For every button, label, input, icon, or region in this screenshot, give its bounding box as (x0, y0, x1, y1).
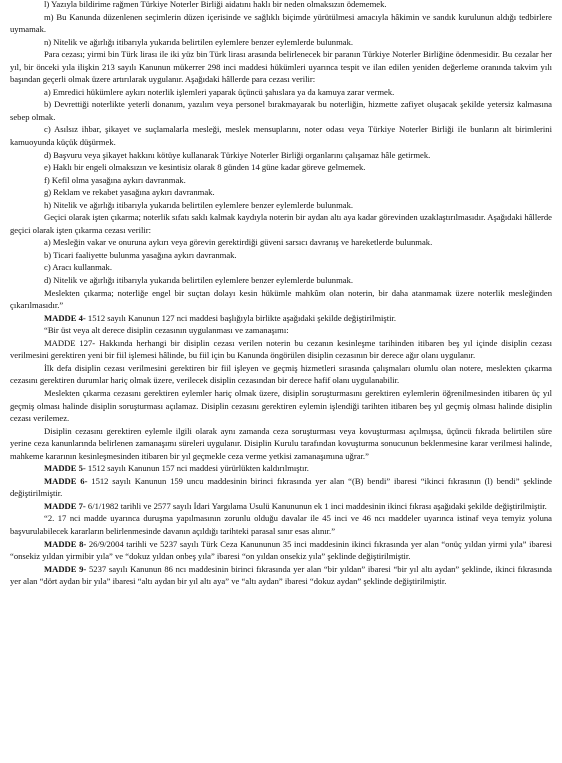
article-heading: MADDE 4- (44, 312, 86, 323)
body-paragraph (10, 249, 552, 262)
paragraph-text: m) Bu Kanunda düzenlenen seçimlerin düzen içerisinde ve sağlıklı biçimde yürütülmesi amacıyla hâkimin ve sandık kurulunun aldığı tedbirlere uymamak. (10, 11, 552, 35)
article-paragraph (10, 538, 552, 563)
paragraph-text: “Bir üst veya alt derece disiplin cezasının uygulanması ve zamanaşımı: (44, 325, 289, 336)
paragraph-text: 6/1/1982 tarihli ve 2577 sayılı İdari Yargılama Usulü Kanununun ek 1 inci maddesinin ikinci fıkrası aşağıdaki şekilde değiştirilmiştir. (85, 500, 547, 511)
body-paragraph (10, 36, 552, 49)
article-paragraph (10, 462, 552, 475)
body-paragraph (10, 174, 552, 187)
body-paragraph (10, 11, 552, 36)
paragraph-text: c) Aracı kullanmak. (44, 262, 113, 273)
paragraph-text: Para cezası; yirmi bin Türk lirası ile iki yüz bin Türk lirası arasında belirlenecek bir paranın Türkiye Noterler Birliğine ödenmesidir. Bu cezalar her yıl, bir önceki yıla ilişkin 213 sayılı Kanunun mükerrer 298 inci maddesi hükümleri uyarınca tespit ve ilan edilen yeniden değerleme oranında takvim yılı başından geçerli olmak üzere artırılarak uygulanır. Aşağıdaki hâllerde para cezası verilir: (10, 49, 552, 85)
paragraph-text: 26/9/2004 tarihli ve 5237 sayılı Türk Ceza Kanununun 35 inci maddesinin ikinci fıkrasında yer alan “onüç yıldan yirmi yıla” ibaresi “onsekiz yıldan yirmibir yıla” ve “dokuz yıldan onbeş yıla” ibaresi “on yıldan onsekiz yıla” şeklinde değiştirilmiştir. (10, 538, 552, 562)
body-paragraph (10, 186, 552, 199)
paragraph-text: İlk defa disiplin cezası verilmesini gerektiren bir fiil işleyen ve geçmiş hizmetleri sırasında çalışmaları olumlu olan notere, meslekten çıkarma cezasını gerektiren durumlar hariç olmak üzere, verilecek disiplin cezasından bir derece hafif olanı uygulanabilir. (10, 362, 552, 386)
paragraph-text: a) Mesleğin vakar ve onuruna aykırı veya görevin gerektirdiği güveni sarsıcı davranış ve hareketlerde bulunmak. (44, 237, 433, 248)
paragraph-text: e) Haklı bir engeli olmaksızın ve kesintisiz olarak 8 günden 14 güne kadar göreve gelmemek. (44, 162, 366, 173)
paragraph-text: “2. 17 nci madde uyarınca duruşma yapılmasının zorunlu olduğu davalar ile 45 inci ve 46 ncı maddeler uyarınca istinaf veya temyiz yoluna başvurulabilecek kararların belirlenmesinde davanın açıldığı tarihteki parasal sınır esas alınır.” (10, 513, 552, 536)
body-paragraph (10, 512, 552, 537)
article-paragraph (10, 475, 552, 500)
paragraph-text: l) Yazıyla bildirime rağmen Türkiye Noterler Birliği aidatını haklı bir neden olmaksızın ödememek. (44, 0, 387, 9)
article-paragraph (10, 312, 552, 325)
paragraph-text: 5237 sayılı Kanunun 86 ncı maddesinin birinci fıkrasında yer alan “bir yıldan” ibaresi “bir yıl altı aydan” şeklinde, ikinci fıkrasında yer alan “dört aydan bir yıla” ibaresi “altı aydan bir yıl altı aya” ve “altı aydan” ibaresi “dokuz aydan” şeklinde değiştirilmiştir. (10, 563, 552, 587)
article-heading: MADDE 8- (44, 538, 87, 549)
paragraph-text: Meslekten çıkarma; noterliğe engel bir suçtan dolayı kesin hükümle mahkûm olan noterin, bir daha atanmamak üzere noterlik mesleğinden çıkarılmasıdır.” (10, 287, 552, 311)
article-paragraph (10, 500, 552, 513)
body-paragraph (10, 0, 552, 11)
body-paragraph (10, 425, 552, 463)
body-paragraph (10, 362, 552, 387)
article-paragraph (10, 563, 552, 588)
paragraph-text: c) Asılsız ihbar, şikayet ve suçlamalarla mesleği, meslek mensuplarını, noter odası veya Türkiye Noterler Birliği ile bunların alt birimlerini kamuoyunda küçük düşürmek. (10, 124, 552, 148)
article-heading: MADDE 5- (44, 463, 86, 474)
paragraph-text: Geçici olarak işten çıkarma; noterlik sıfatı saklı kalmak kaydıyla noterin bir aydan altı aya kadar görevinden uzaklaştırılmasıdır. Aşağıdaki hâllerde geçici olarak işten çıkarma cezası verilir: (10, 212, 552, 235)
body-paragraph (10, 161, 552, 174)
paragraph-text: 1512 sayılı Kanunun 127 nci maddesi başlığıyla birlikte aşağıdaki şekilde değiştirilmiştir. (85, 312, 397, 323)
paragraph-text: b) Devrettiği noterlikte yeterli donanım, yazılım veya personel bırakmayarak bu noterliğin, hizmette zafiyet oluşacak şekilde yetersiz kalmasına sebep olmak. (10, 99, 552, 122)
body-paragraph (10, 199, 552, 212)
body-paragraph (10, 287, 552, 312)
body-paragraph (10, 98, 552, 123)
body-paragraph (10, 324, 552, 337)
paragraph-text: g) Reklam ve rekabet yasağına aykırı davranmak. (44, 187, 215, 198)
paragraph-text: d) Başvuru veya şikayet hakkını kötüye kullanarak Türkiye Noterler Birliği organlarını çalışamaz hâle getirmek. (44, 149, 431, 160)
paragraph-text: 1512 sayılı Kanunun 159 uncu maddesinin birinci fıkrasında yer alan “(B) bendi” ibaresi “ikinci fıkrasının (l) bendi” şeklinde değiştirilmiştir. (10, 475, 552, 499)
body-paragraph (10, 211, 552, 236)
body-paragraph (10, 337, 552, 362)
body-paragraph (10, 261, 552, 274)
body-paragraph (10, 236, 552, 249)
article-heading: MADDE 7- (44, 500, 86, 511)
paragraph-text: Disiplin cezasını gerektiren eylemle ilgili olarak aynı zamanda ceza soruşturması veya kovuşturması açılmışsa, üçüncü fıkrada belirtilen süre yerine ceza kanunlarında belirlenen zamanaşımı süreleri uygulanır. Disiplin Kurulu tarafından kovuşturma sonucunun beklenmesine karar verilmesi halinde, mahkeme kararının kesinleşmesinden itibaren bir yıl geçmekle ceza verme yetkisi zamanaşımına uğrar.” (10, 425, 552, 461)
paragraph-text: d) Nitelik ve ağırlığı itibarıyla yukarıda belirtilen eylemlere benzer eylemlerde bulunmak. (44, 275, 354, 286)
paragraph-text: MADDE 127- Hakkında herhangi bir disiplin cezası verilen noterin bu cezanın kesinleşme tarihinden itibaren beş yıl içinde disiplin cezası verilmesini gerektiren yeni bir fiil işlemesi hâlinde, bu fiil için bu Kanunda öngörülen disiplin cezasının bir derece ağır olanı uygulanır. (10, 337, 552, 361)
body-paragraph (10, 387, 552, 425)
paragraph-text: b) Ticari faaliyette bulunma yasağına aykırı davranmak. (44, 249, 237, 260)
body-paragraph (10, 86, 552, 99)
paragraph-text: n) Nitelik ve ağırlığı itibarıyla yukarıda belirtilen eylemlere benzer eylemlerde bulunmak. (44, 36, 354, 47)
body-paragraph (10, 149, 552, 162)
body-paragraph (10, 123, 552, 148)
body-paragraph (10, 274, 552, 287)
paragraph-text: Meslekten çıkarma cezasını gerektiren eylemler hariç olmak üzere, disiplin soruşturmasını gerektiren eylemlerin öğrenilmesinden itibaren üç yıl geçmiş olması halinde disiplin soruşturması açılamaz. Disiplin cezasını gerektiren eylemin işlendiği tarihten itibaren beş yıl geçmiş olması halinde disiplin cezası verilemez. (10, 387, 552, 424)
paragraph-text: 1512 sayılı Kanunun 157 nci maddesi yürürlükten kaldırılmıştır. (85, 463, 309, 474)
paragraph-text: h) Nitelik ve ağırlığı itibarıyla yukarıda belirtilen eylemlere benzer eylemlerde bulunmak. (44, 199, 354, 210)
paragraph-text: a) Emredici hükümlere aykırı noterlik işlemleri yaparak üçüncü şahıslara ya da kamuya zarar vermek. (44, 86, 395, 97)
article-heading: MADDE 6- (44, 475, 88, 486)
article-heading: MADDE 9- (44, 563, 87, 574)
body-paragraph (10, 48, 552, 86)
paragraph-text: f) Kefil olma yasağına aykırı davranmak. (44, 174, 186, 185)
